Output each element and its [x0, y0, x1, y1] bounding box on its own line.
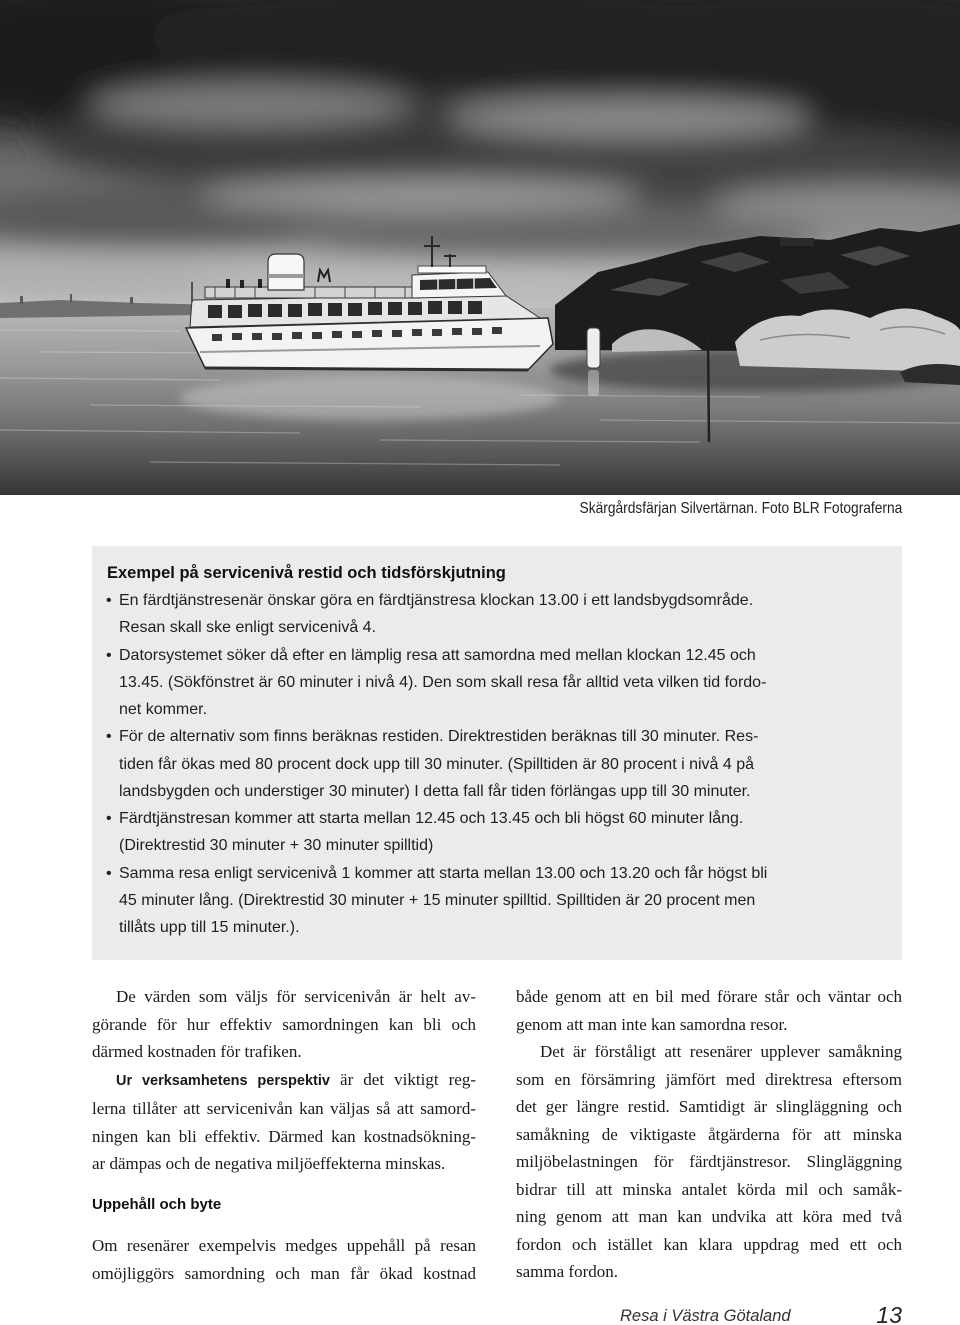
text-line: fordon och istället kan klara uppdrag med ett och: [516, 1234, 902, 1254]
left-column: [92, 983, 476, 1287]
text-line: samma fordon.: [516, 1262, 618, 1281]
text-line: De värden som väljs för servicenivån är helt av-: [116, 987, 476, 1006]
text-line: lerna tillåter att servicenivån kan väljas så att samord-: [92, 1099, 476, 1118]
section-heading: Uppehåll och byte: [92, 1196, 222, 1213]
text-line: samåkning de viktigaste åtgärderna för att minska: [516, 1124, 902, 1144]
list-item: [107, 642, 892, 724]
house: [780, 238, 814, 246]
list-item-line: • Samma resa enligt servicenivå 1 kommer att starta mellan 13.00 och 13.20 och får högst bli: [119, 864, 768, 882]
text-line: Om resenärer exempelvis medges uppehåll på resan: [92, 1236, 476, 1255]
paragraph: [516, 1038, 902, 1286]
list-item-line: • Färdtjänstresan kommer att starta mellan 12.45 och 13.45 och bli högst 60 minuter lång.: [119, 810, 744, 827]
list-item: [107, 587, 892, 642]
list-item-line: • För de alternativ som finns beräknas restiden. Direktrestiden beräknas till 30 minuter. Res-: [119, 728, 759, 746]
paragraph: [92, 1232, 476, 1287]
list-item-line: (Direktrestid 30 minuter + 30 minuter spilltid): [119, 837, 434, 855]
right-column: [516, 983, 902, 1286]
text-line: både genom att en bil med förare står och väntar och: [516, 987, 902, 1006]
text-line: görande för hur effektiv samordningen kan bli och: [92, 1014, 476, 1034]
paragraph: [516, 983, 902, 1038]
text-line: som en försämring jämfört med direktresa eftersom: [516, 1069, 902, 1089]
list-item: [107, 860, 892, 942]
footer-publication: Resa i Västra Götaland: [620, 1307, 791, 1325]
text-line: därmed kostnaden för trafiken.: [92, 1042, 302, 1061]
example-box-title: Exempel på servicenivå restid och tidsförskjutning: [107, 564, 506, 582]
ferry-reflection: [180, 376, 560, 420]
list-item-line: • Datorsystemet söker då efter en lämplig resa att samordna med mellan klockan 12.45 och: [119, 646, 756, 664]
text-line: ningen kan bli effektiv. Därmed kan kostnadsökning-: [92, 1126, 476, 1146]
text-line: [92, 1066, 476, 1096]
ferry-upper-deck: [205, 287, 420, 298]
list-item: [107, 723, 892, 805]
list-item-line: 13.45. (Sökfönstret är 60 minuter i nivå 4). Den som skall resa får alltid veta vilken tid fordo-: [119, 673, 767, 691]
list-item: [107, 805, 892, 860]
text-line: det ger längre restid. Samtidigt är slingläggning och: [516, 1097, 902, 1116]
paragraph: [92, 983, 476, 1066]
example-box: [92, 546, 902, 960]
text-line: ar dämpas och de negativa miljöeffekterna minskas.: [92, 1154, 446, 1173]
list-item-line: net kommer.: [119, 701, 208, 718]
text-line-rest: är det viktigt reg-: [329, 1069, 476, 1089]
list-item-line: Resan skall ske enligt servicenivå 4.: [119, 619, 377, 637]
ferry-funnel: [268, 254, 304, 290]
marker-post: [587, 328, 600, 396]
text-line: miljöbelastningen för färdtjänstresor. Slingläggning: [516, 1152, 902, 1171]
ferry-photo: [0, 0, 960, 495]
photo-caption: Skärgårdsfärjan Silvertärnan. Foto BLR Fotograferna: [579, 500, 902, 517]
text-line: Det är förståligt att resenärer upplever samåkning: [540, 1042, 902, 1061]
text-line: omöjliggörs samordning och man får ökad kostnad: [92, 1263, 476, 1283]
list-item-line: tiden får ökas med 80 procent dock upp till 30 minuter. (Spilltiden är 80 procent i nivå 4 på: [119, 755, 755, 773]
list-item-line: landsbygden och understiger 30 minuter) I detta fall får tiden förlängas upp till 30 minuter.: [119, 782, 751, 800]
list-item-line: • En färdtjänstresenär önskar göra en färdtjänstresa klockan 13.00 i ett landsbygdsområde.: [119, 592, 754, 609]
page-number: 13: [876, 1302, 902, 1325]
pole: [708, 338, 709, 442]
text-line: genom att man inte kan samordna resor.: [516, 1014, 788, 1034]
text-line: ning genom att man kan undvika att köra med två: [516, 1207, 902, 1226]
paragraph-lead: Ur verksamhetens perspektiv: [116, 1072, 330, 1089]
list-item-line: 45 minuter lång. (Direktrestid 30 minuter + 15 minuter spilltid. Spilltiden är 20 procent men: [119, 891, 756, 909]
text-line: bidrar till att minska antalet körda mil och samåk-: [516, 1179, 902, 1199]
paragraph: [92, 1066, 476, 1178]
list-item-line: tillåts upp till 15 minuter.).: [119, 919, 300, 936]
